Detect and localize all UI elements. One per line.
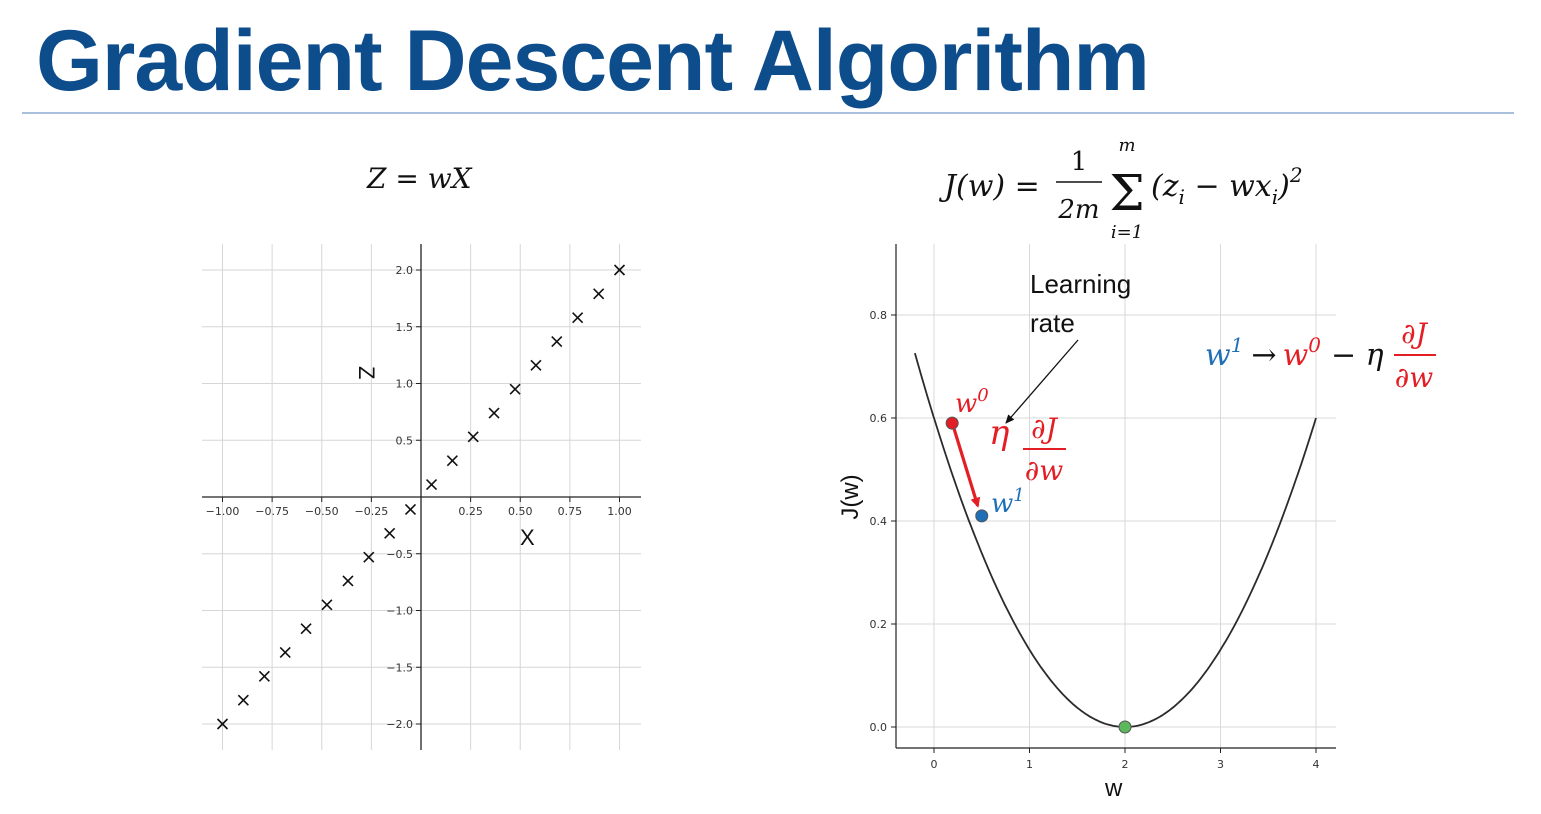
cost-x-ticks — [931, 748, 1320, 771]
scatter-point — [301, 624, 311, 634]
cost-x-label: w — [1105, 775, 1123, 802]
cost-y-tick-label: 0.8 — [869, 309, 887, 322]
scatter-x-tick-label: 0.75 — [557, 505, 583, 518]
step-partial-num: ∂J — [1031, 412, 1057, 445]
scatter-point — [531, 360, 541, 370]
cost-y-tick-label: 0.2 — [869, 618, 887, 631]
scatter-title: Z = wX — [367, 162, 472, 195]
scatter-y-tick-label: −0.5 — [386, 547, 413, 561]
scatter-point — [489, 408, 499, 418]
scatter-y-tick-label: −1.5 — [386, 661, 413, 675]
scatter-x-tick-label: 0.50 — [508, 505, 533, 518]
scatter-x-tick-label: −1.00 — [205, 505, 240, 518]
scatter-point — [552, 337, 562, 347]
cost-title-sum-upper: m — [1118, 135, 1136, 156]
scatter-chart — [202, 162, 641, 750]
slide-title: Gradient Descent Algorithm — [36, 13, 1149, 109]
scatter-x-ticks — [206, 497, 632, 518]
scatter-point — [510, 384, 520, 394]
w0-label: $w^0$ — [955, 385, 989, 419]
scatter-y-label: Z — [354, 366, 379, 380]
cost-axes — [896, 244, 1336, 748]
learning-rate-label-line2: rate — [1030, 308, 1075, 338]
scatter-x-tick-label: −0.25 — [354, 505, 389, 518]
gradient-step-arrow — [954, 429, 978, 506]
scatter-point — [573, 313, 583, 323]
update-rule-text: $w^1 \to w^0 - \eta$ — [1205, 333, 1384, 373]
scatter-point — [322, 600, 332, 610]
scatter-y-tick-label: −1.0 — [386, 604, 413, 618]
cost-title-sigma: Σ — [1109, 164, 1145, 222]
scatter-y-tick-label: 0.5 — [395, 434, 413, 448]
scatter-point — [594, 289, 604, 299]
scatter-point — [385, 528, 395, 538]
update-rule — [1205, 317, 1436, 394]
scatter-x-tick-label: −0.50 — [304, 505, 339, 518]
cost-title-body: $(z_i - wx_i)^2$ — [1151, 163, 1303, 209]
scatter-point — [405, 504, 415, 514]
cost-point-minimum — [1119, 721, 1131, 733]
cost-title-sum-lower: i=1 — [1110, 222, 1144, 243]
scatter-point — [280, 647, 290, 657]
update-partial-num: ∂J — [1401, 317, 1427, 350]
cost-point-w1 — [976, 510, 988, 522]
cost-y-tick-label: 0.4 — [869, 515, 887, 528]
scatter-y-tick-label: 1.5 — [395, 320, 413, 334]
cost-y-label: J(w) — [837, 474, 864, 520]
scatter-point — [447, 456, 457, 466]
scatter-x-label: X — [520, 525, 535, 550]
cost-title-frac-num: 1 — [1070, 147, 1088, 177]
cost-title-frac-den: 2m — [1058, 195, 1100, 225]
step-formula — [989, 412, 1066, 487]
cost-title-lhs: J(w) = — [944, 169, 1040, 204]
scatter-x-tick-label: −0.75 — [255, 505, 289, 518]
scatter-point — [259, 671, 269, 681]
scatter-point — [238, 695, 248, 705]
learning-rate-label-line1: Learning — [1030, 269, 1132, 299]
cost-x-tick-label: 1 — [1026, 758, 1033, 771]
update-partial-den: ∂w — [1394, 361, 1434, 394]
cost-y-tick-label: 0.0 — [869, 721, 887, 734]
step-eta: η — [989, 413, 1010, 453]
scatter-point — [427, 480, 437, 490]
scatter-x-tick-label: 0.25 — [458, 505, 483, 518]
cost-x-tick-label: 4 — [1312, 758, 1320, 771]
cost-chart — [837, 135, 1436, 802]
cost-title — [938, 135, 1303, 243]
cost-x-tick-label: 3 — [1217, 758, 1224, 771]
cost-y-tick-label: 0.6 — [869, 412, 887, 425]
cost-x-tick-label: 0 — [930, 758, 938, 771]
scatter-y-tick-label: 2.0 — [395, 264, 413, 277]
learning-rate-pointer — [1006, 340, 1078, 423]
cost-x-tick-label: 2 — [1121, 758, 1129, 771]
scatter-y-tick-label: 1.0 — [395, 377, 413, 391]
cost-grid — [896, 244, 1336, 748]
step-partial-den: ∂w — [1024, 454, 1064, 487]
scatter-x-tick-label: 1.00 — [607, 505, 632, 518]
w1-label: $w^1$ — [991, 485, 1025, 519]
scatter-point — [343, 576, 353, 586]
cost-y-ticks — [870, 309, 897, 734]
scatter-y-tick-label: −2.0 — [386, 718, 413, 731]
